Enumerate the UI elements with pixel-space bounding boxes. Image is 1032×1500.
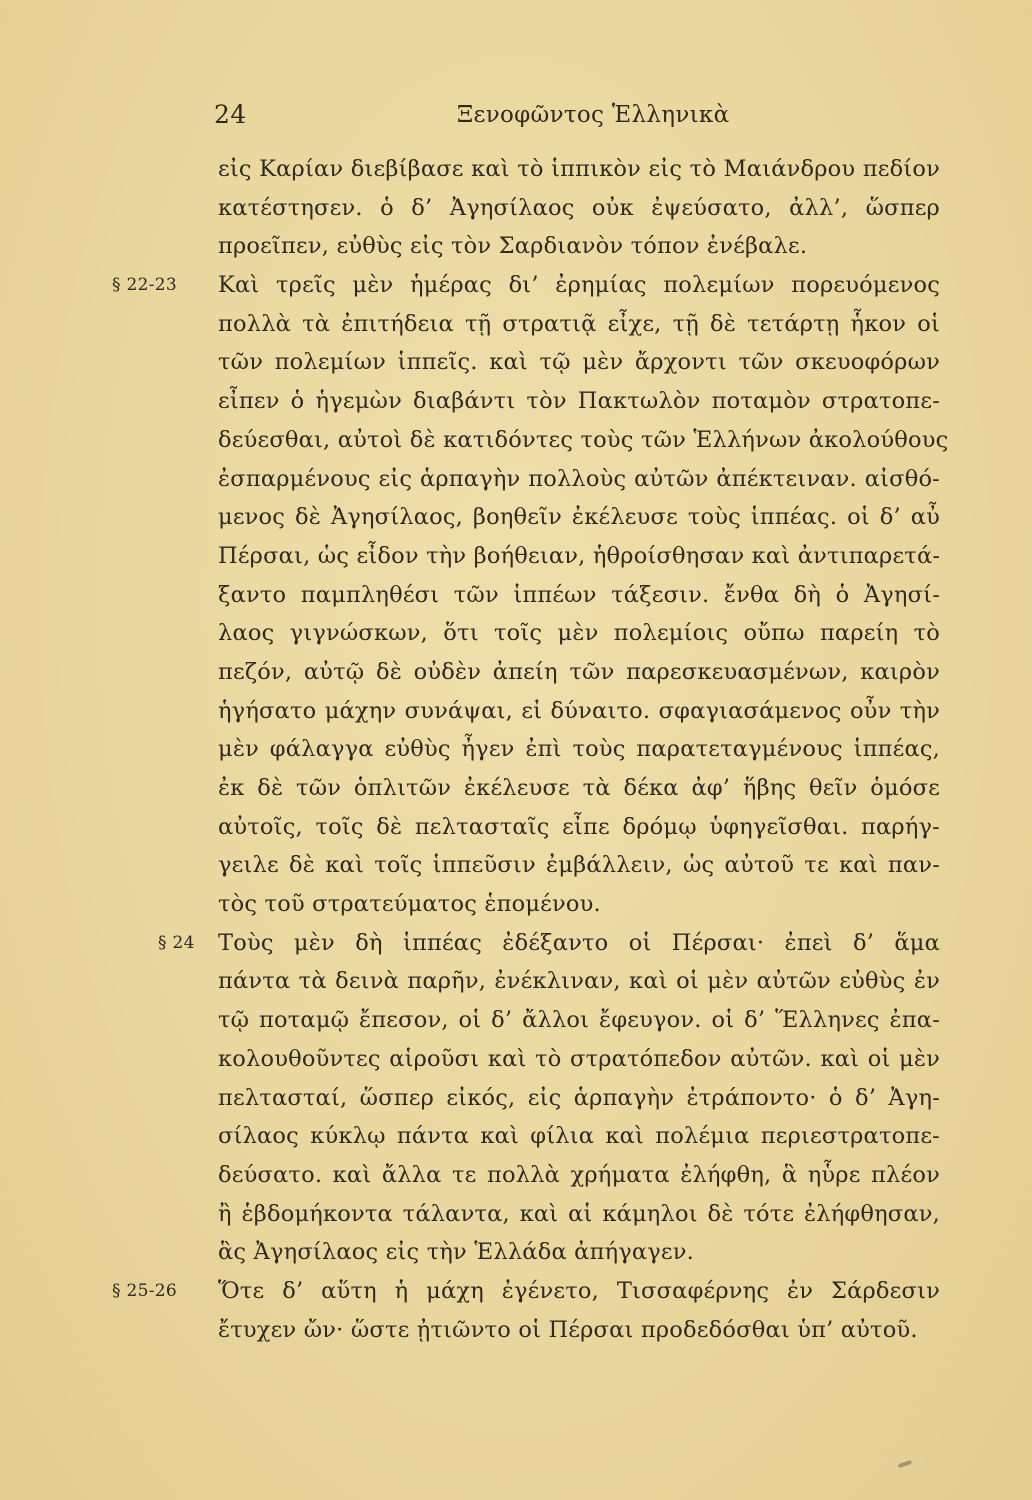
line-text: κατέστησεν. ὁ δ’ Ἀγησίλαος οὐκ ἐψεύσατο, ἀλλ’, ὥσπερ (218, 194, 940, 221)
line-text: ξαντο παμπληθέσι τῶν ἱππέων τάξεσιν. ἔνθα δὴ ὁ Ἀγησί- (218, 581, 940, 608)
text-line (218, 1117, 940, 1156)
line-text: ἢ ἑβδομήκοντα τάλαντα, καὶ αἱ κάμηλοι δὲ τότε ἐλήφθησαν, (218, 1200, 940, 1227)
line-text: δεύσατο. καὶ ἄλλα τε πολλὰ χρήματα ἐλήφθη, ἃ ηὗρε πλέον (218, 1161, 940, 1188)
text-line (218, 498, 940, 537)
line-text: Πέρσαι, ὡς εἶδον τὴν βοήθειαν, ἡθροίσθησαν καὶ ἀντιπαρετά- (218, 542, 941, 569)
line-text: λαος γιγνώσκων, ὅτι τοῖς μὲν πολεμίοις οὔπω παρείη τὸ (218, 620, 940, 647)
line-text: πελτασταί, ὥσπερ εἰκός, εἰς ἁρπαγὴν ἐτράποντο· ὁ δ’ Ἀγη- (218, 1084, 940, 1111)
text-line (218, 1233, 940, 1272)
text-line (218, 343, 940, 382)
page-header (0, 100, 1032, 140)
line-text: εἶπεν ὁ ἡγεμὼν διαβάντι τὸν Πακτωλὸν ποταμὸν στρατοπε- (218, 388, 940, 415)
line-text: πολλὰ τὰ ἐπιτήδεια τῇ στρατιᾷ εἶχε, τῇ δὲ τετάρτῃ ἧκον οἱ (218, 310, 940, 337)
text-line (218, 1001, 940, 1040)
line-text: προεῖπεν, εὐθὺς εἰς τὸν Σαρδιανὸν τόπον ἐνέβαλε. (218, 233, 808, 260)
line-text: πάντα τὰ δεινὰ παρῆν, ἐνέκλιναν, καὶ οἱ μὲν αὐτῶν εὐθὺς ἐν (218, 968, 940, 995)
text-line (218, 305, 940, 344)
line-text: αὐτοῖς, τοῖς δὲ πελτασταῖς εἶπε δρόμῳ ὑφηγεῖσθαι. παρήγ- (218, 813, 940, 840)
line-text: γειλε δὲ καὶ τοῖς ἱππεῦσιν ἐμβάλλειν, ὡς αὐτοῦ τε καὶ παν- (218, 852, 940, 879)
line-text: Καὶ τρεῖς μὲν ἡμέρας δι’ ἐρημίας πολεμίων πορευόμενος (218, 272, 940, 299)
section-reference: § 22-23 (112, 275, 178, 296)
line-text: ἡγήσατο μάχην συνάψαι, εἰ δύναιτο. σφαγιασάμενος οὖν τὴν (218, 697, 940, 724)
text-line (218, 576, 940, 615)
running-title: Ξενοφῶντος Ἑλληνικὰ (457, 102, 730, 128)
ink-smudge (898, 1460, 913, 1469)
line-text: δεύεσθαι, αὐτοὶ δὲ κατιδόντες τοὺς τῶν Ἑλλήνων ἀκολούθους (218, 426, 949, 453)
line-text: τῷ ποταμῷ ἔπεσον, οἱ δ’ ἄλλοι ἔφευγον. οἱ δ’ Ἕλληνες ἐπα- (218, 1007, 940, 1034)
text-line (218, 421, 949, 460)
text-line (218, 769, 940, 808)
text-line (218, 885, 940, 924)
text-line (218, 730, 940, 769)
text-line (112, 1272, 940, 1311)
text-line (218, 1311, 940, 1350)
text-line (218, 614, 940, 653)
text-line (218, 1156, 940, 1195)
text-line (218, 653, 940, 692)
section-reference: § 24 (158, 932, 195, 953)
line-text: μενος δὲ Ἀγησίλαος, βοηθεῖν ἐκέλευσε τοὺς ἱππέας. οἱ δ’ αὖ (218, 504, 940, 531)
line-text: τὸς τοῦ στρατεύματος ἑπομένου. (218, 891, 601, 918)
text-line (218, 1195, 940, 1234)
text-line (218, 1079, 940, 1118)
line-text: τῶν πολεμίων ἱππεῖς. καὶ τῷ μὲν ἄρχοντι τῶν σκευοφόρων (218, 349, 940, 376)
body-text (112, 150, 949, 1349)
text-line (218, 692, 940, 731)
line-text: Ὅτε δ’ αὕτη ἡ μάχη ἐγένετο, Τισσαφέρνης ἐν Σάρδεσιν (218, 1277, 940, 1304)
line-text: σίλαος κύκλῳ πάντα καὶ φίλια καὶ πολέμια περιεστρατοπε- (218, 1123, 940, 1150)
text-line (112, 266, 940, 305)
section-reference: § 25-26 (112, 1280, 178, 1301)
text-line (218, 962, 940, 1001)
line-text: πεζόν, αὐτῷ δὲ οὐδὲν ἀπείη τῶν παρεσκευασμένων, καιρὸν (218, 658, 940, 685)
text-line (218, 537, 940, 576)
text-line (158, 924, 940, 963)
line-text: κολουθοῦντες αἱροῦσι καὶ τὸ στρατόπεδον αὐτῶν. καὶ οἱ μὲν (218, 1045, 940, 1072)
text-line (218, 227, 940, 266)
line-text: ἐσπαρμένους εἰς ἁρπαγὴν πολλοὺς αὐτῶν ἀπέκτειναν. αἰσθό- (218, 465, 940, 492)
text-line (218, 189, 940, 228)
text-line (218, 150, 940, 189)
text-line (218, 808, 940, 847)
text-line (218, 1040, 940, 1079)
text-line (218, 460, 940, 499)
line-text: Τοὺς μὲν δὴ ἱππέας ἐδέξαντο οἱ Πέρσαι· ἐπεὶ δ’ ἅμα (218, 929, 940, 956)
line-text: ἃς Ἀγησίλαος εἰς τὴν Ἑλλάδα ἀπήγαγεν. (218, 1239, 695, 1266)
text-line (218, 382, 940, 421)
text-line (218, 846, 940, 885)
line-text: μὲν φάλαγγα εὐθὺς ἦγεν ἐπὶ τοὺς παρατεταγμένους ἱππέας, (218, 736, 940, 763)
line-text: ἔτυχεν ὤν· ὥστε ᾐτιῶντο οἱ Πέρσαι προδεδόσθαι ὑπ’ αὐτοῦ. (218, 1316, 918, 1343)
page-number: 24 (214, 100, 247, 129)
line-text: εἰς Καρίαν διεβίβασε καὶ τὸ ἱππικὸν εἰς τὸ Μαιάνδρου πεδίον (218, 156, 940, 182)
line-text: ἐκ δὲ τῶν ὁπλιτῶν ἐκέλευσε τὰ δέκα ἀφ’ ἥβης θεῖν ὁμόσε (218, 775, 940, 801)
